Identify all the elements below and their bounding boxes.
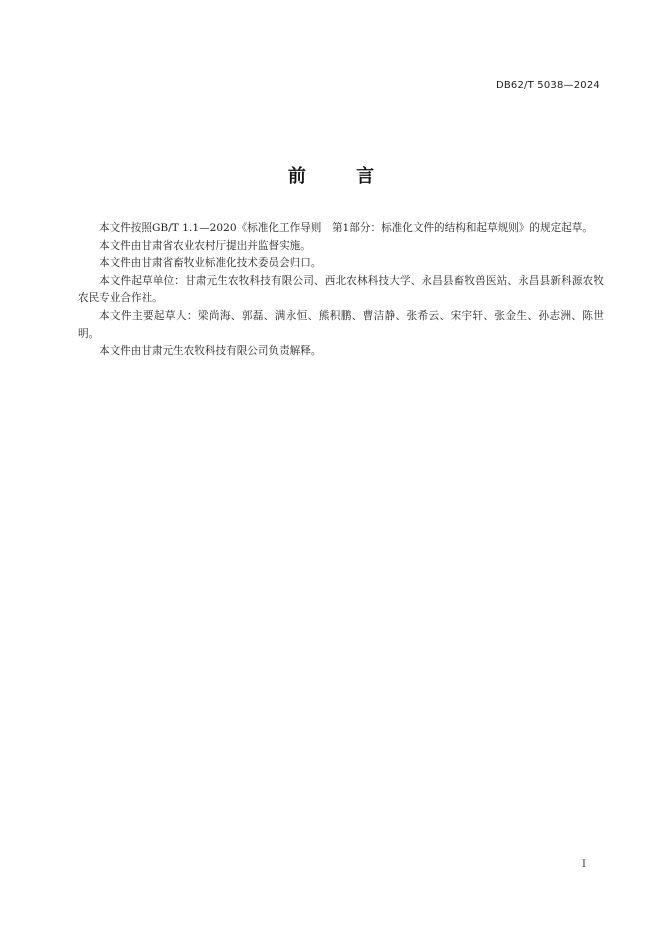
paragraph-drafting-rules: 本文件按照GB/T 1.1—2020《标准化工作导则 第1部分：标准化文件的结构和起草规则》的规定起草。 [99, 222, 593, 234]
paragraph-drafting-units: 本文件起草单位：甘肃元生农牧科技有限公司、西北农林科技大学、永昌县畜牧兽医站、永昌县新科源农牧农民专业合作社。 [78, 274, 604, 305]
paragraph-proposer: 本文件由甘肃省农业农村厅提出并监督实施。 [99, 239, 311, 252]
page-number: I [582, 859, 586, 870]
foreword-body [78, 220, 604, 361]
document-code: DB62/T 5038—2024 [495, 80, 600, 91]
paragraph-committee: 本文件由甘肃省畜牧业标准化技术委员会归口。 [99, 257, 322, 270]
paragraph-drafters: 本文件主要起草人：梁尚海、郭磊、满永恒、熊积鹏、曹洁静、张希云、宋宇轩、张金生、孙志洲、陈世明。 [78, 309, 604, 340]
paragraph-interpretation: 本文件由甘肃元生农牧科技有限公司负责解释。 [99, 345, 322, 358]
section-title: 前 言 [287, 166, 397, 187]
